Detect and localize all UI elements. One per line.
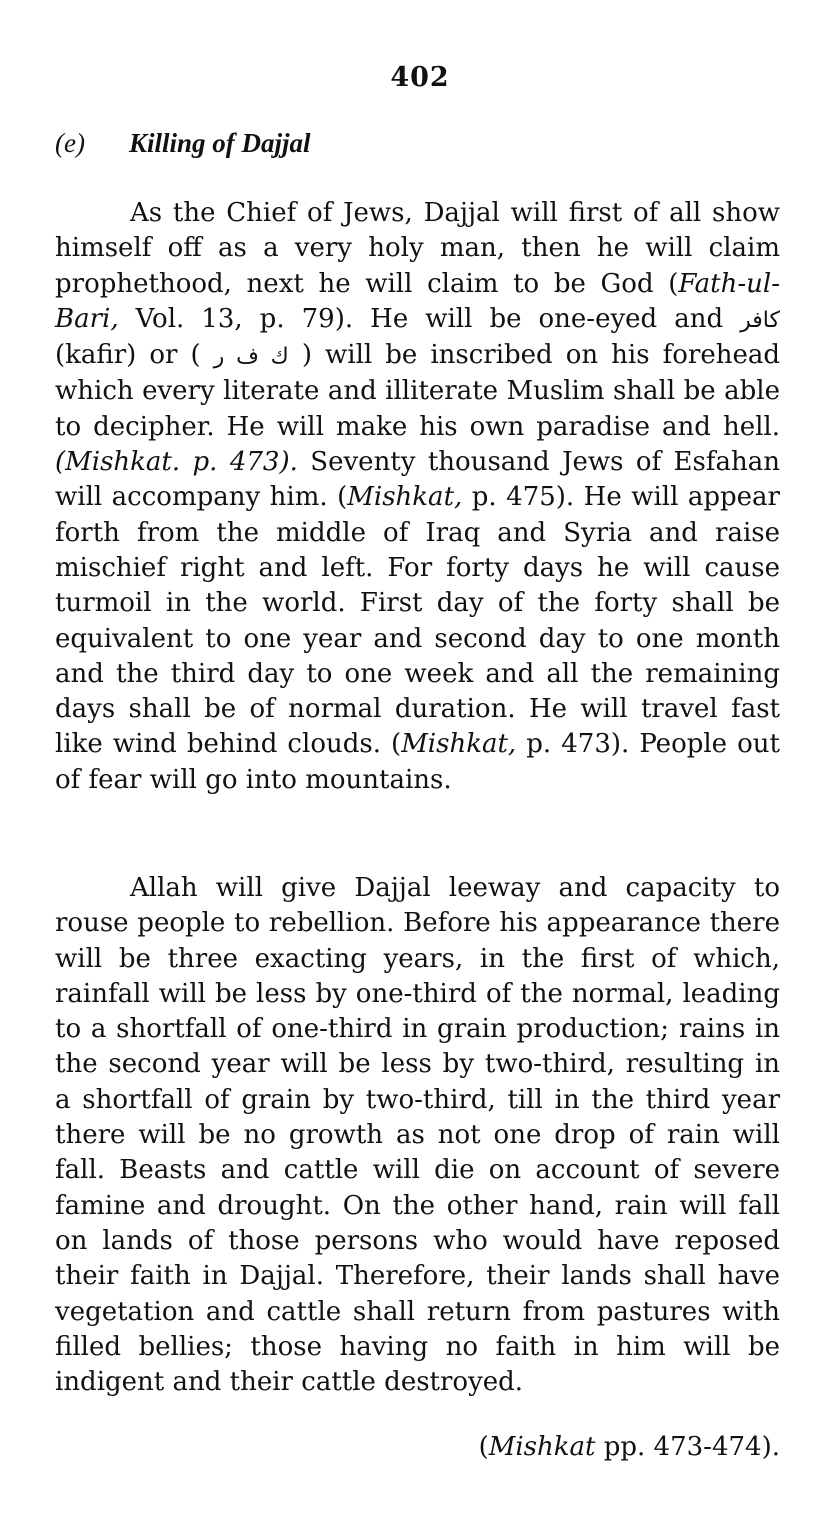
reference-mishkat-475: Mishkat, bbox=[347, 482, 463, 513]
citation-source: Mishkat bbox=[488, 1432, 596, 1462]
paragraph-text: As the Chief of Jews, Dajjal will first of all show himself off as a very holy man, then he will claim prophethood, next he will claim to be God ( bbox=[55, 198, 780, 299]
paragraph-text: p. 473). People out of fear will go into mountains. bbox=[55, 729, 780, 795]
section-marker: (e) bbox=[55, 128, 85, 158]
citation-pages: pp. 473-474). bbox=[595, 1432, 780, 1462]
closing-citation bbox=[479, 1432, 780, 1462]
paragraph-text: ) will be inscribed on his forehead which every literate and illiterate Muslim shall be able to decipher. He will make his own paradise and hell. bbox=[55, 340, 780, 442]
citation-open: ( bbox=[478, 1432, 489, 1462]
reference-fath-ul-bari: Fath-ul-Bari, bbox=[55, 268, 780, 334]
section-heading bbox=[55, 128, 311, 159]
paragraph-years-of-famine: Allah will give Dajjal leeway and capacity to rouse people to rebellion. Before his appearance there will be three exacting years, in the first of which, rainfall will be less by one-third of the normal, leading to a shortfall of one-third in grain production; rains in the second year will be less by two-third, resulting in a shortfall of grain by two-third, till in the third year there will be no growth as not one drop of rain will fall. Beasts and cattle will die on account of severe famine and drought. On the other hand, rain will fall on lands of those persons who would have reposed their faith in Dajjal. Therefore, their lands shall have vegetation and cattle shall return from pastures with filled bellies; those having no faith in him will be indigent and their cattle destroyed. bbox=[55, 873, 780, 1398]
arabic-word-kafir: كافر bbox=[740, 307, 780, 333]
paragraph-text: Vol. 13, p. 79). He will be one-eyed and bbox=[118, 303, 741, 334]
paragraph-text: (kafir) or ( bbox=[55, 340, 214, 371]
section-title: Killing of Dajjal bbox=[129, 128, 311, 158]
arabic-letters-kaf-fa-ra: ك ف ر bbox=[213, 344, 289, 370]
reference-mishkat-473: (Mishkat. p. 473). bbox=[55, 447, 298, 478]
reference-mishkat-473b: Mishkat, bbox=[401, 729, 517, 760]
paragraph-dajjal-description bbox=[55, 196, 780, 798]
paragraph-text: Seventy thousand Jews of Esfahan will accompany him. ( bbox=[55, 447, 780, 513]
page-number: 402 bbox=[390, 62, 450, 93]
paragraph-text: p. 475). He will appear forth from the middle of Iraq and Syria and raise mischief right and left. For forty days he will cause turmoil in the world. First day of the forty shall be equivalent to one year and second day to one month and the third day to one week and all the remaining days shall be of normal duration. He will travel fast like wind behind clouds. ( bbox=[55, 482, 780, 760]
